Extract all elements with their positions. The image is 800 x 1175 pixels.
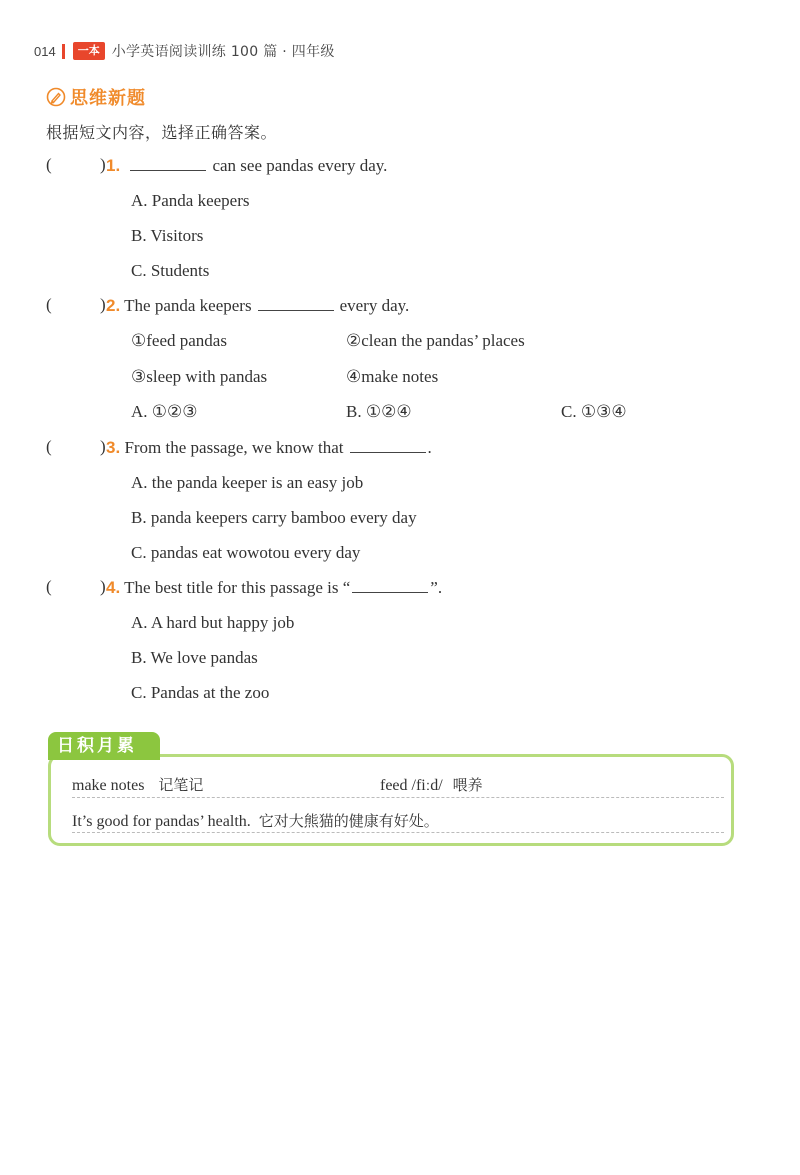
choice: ②clean the pandas’ places [346, 331, 525, 350]
question-stem [106, 295, 409, 317]
answer-bracket-close: ) [100, 155, 106, 174]
dashed-divider [72, 832, 724, 833]
stem-text: From the passage, we know that [124, 438, 344, 457]
example-translation: 它对大熊猫的健康有好处。 [258, 812, 439, 830]
answer-bracket-open: ( [46, 437, 52, 456]
page-header [34, 40, 335, 62]
answer-bracket-close: ) [100, 577, 106, 596]
stem-text: ”. [430, 578, 443, 597]
question-number: 4. [106, 578, 121, 597]
example-sentence: It’s good for pandas’ health. [72, 813, 251, 830]
option: C. Students [131, 261, 210, 280]
section-title: 思维新题 [70, 88, 146, 109]
option: C. Pandas at the zoo [131, 683, 270, 702]
stem-text: The panda keepers [124, 296, 252, 315]
option: B. panda keepers carry bamboo every day [131, 508, 417, 527]
option: B. Visitors [131, 226, 204, 245]
choice: ④make notes [346, 367, 439, 386]
vocab-term: feed /fiːd/ [380, 777, 443, 794]
option: A. Panda keepers [131, 191, 250, 210]
stem-text: . [427, 438, 432, 457]
answer-bracket-open: ( [46, 155, 52, 174]
question-number: 3. [106, 438, 121, 457]
stem-text: can see pandas every day. [212, 156, 388, 175]
option: C. ①③④ [561, 402, 627, 421]
dashed-divider [72, 797, 724, 798]
book-title: 小学英语阅读训练 100 篇 · 四年级 [111, 44, 335, 60]
instruction-text: 根据短文内容，选择正确答案。 [46, 123, 278, 142]
option: B. We love pandas [131, 648, 258, 667]
brand-badge: 一本 [73, 42, 105, 60]
vocab-row-1-left [72, 774, 203, 795]
answer-bracket-close: ) [100, 295, 106, 314]
question-stem [106, 577, 442, 599]
answer-blank[interactable] [350, 439, 426, 453]
choice: ①feed pandas [131, 331, 227, 350]
question-number: 2. [106, 296, 121, 315]
question-number: 1. [106, 156, 121, 175]
choice: ③sleep with pandas [131, 367, 268, 386]
option: B. ①②④ [346, 402, 412, 421]
answer-bracket-open: ( [46, 295, 52, 314]
option: A. ①②③ [131, 402, 198, 421]
answer-blank[interactable] [352, 579, 428, 593]
vocab-row-1-right [380, 774, 483, 795]
answer-bracket-close: ) [100, 437, 106, 456]
pen-icon [46, 87, 66, 107]
answer-blank[interactable] [130, 157, 206, 171]
vocab-row-2 [72, 810, 439, 831]
stem-text: The best title for this passage is “ [124, 578, 351, 597]
answer-blank[interactable] [258, 297, 334, 311]
vocab-translation: 喂养 [452, 776, 483, 794]
question-stem [106, 437, 432, 459]
answer-bracket-open: ( [46, 577, 52, 596]
option: C. pandas eat wowotou every day [131, 543, 361, 562]
vocabulary-box-title: 日积月累 [48, 732, 160, 760]
page-number: 014 [34, 43, 56, 59]
option: A. A hard but happy job [131, 613, 295, 632]
vocab-term: make notes [72, 777, 145, 794]
question-stem [106, 155, 387, 177]
stem-text: every day. [339, 296, 410, 315]
header-divider [62, 44, 65, 59]
option: A. the panda keeper is an easy job [131, 473, 364, 492]
vocab-translation: 记笔记 [158, 776, 204, 794]
section-heading [46, 84, 146, 110]
